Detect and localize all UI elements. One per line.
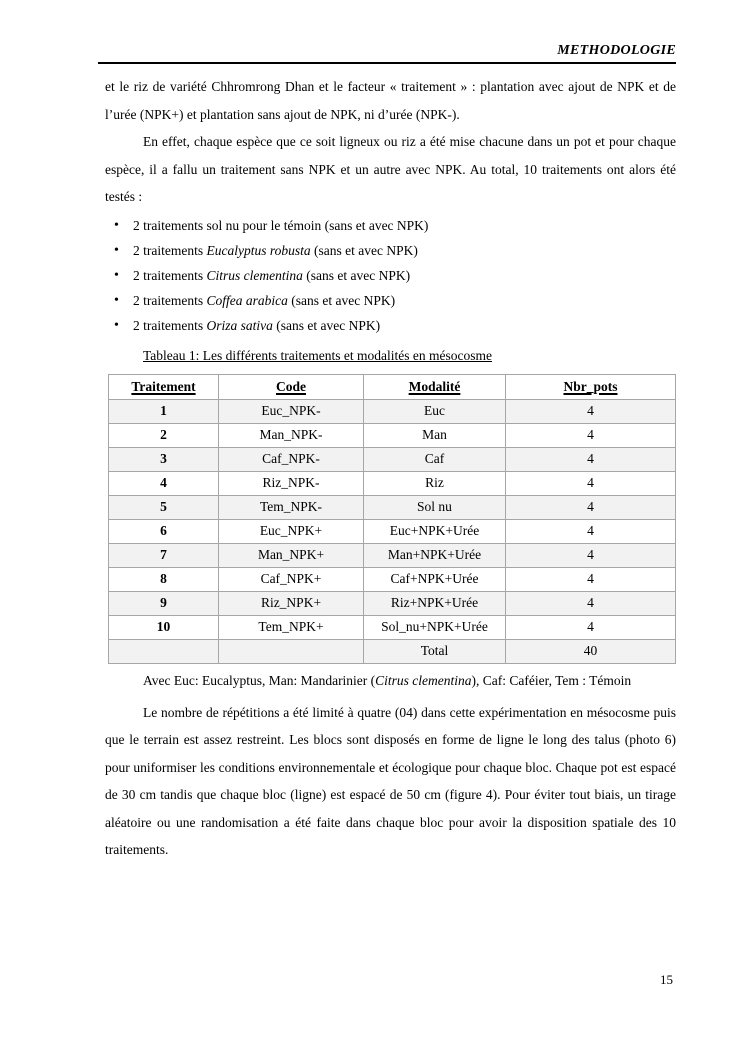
table-header-cell <box>364 374 506 399</box>
table-row <box>109 495 676 519</box>
table-cell: 3 <box>109 447 219 471</box>
table-header-cell <box>219 374 364 399</box>
running-header <box>98 42 676 64</box>
table-cell: Riz+NPK+Urée <box>364 591 506 615</box>
table-cell: 4 <box>506 567 676 591</box>
table-cell: 10 <box>109 615 219 639</box>
text-run: (sans et avec NPK) <box>310 242 418 258</box>
text-run: ), Caf: Caféier, Tem : Témoin <box>471 672 632 688</box>
paragraph-treatments: En effet, chaque espèce que ce soit ligneux ou riz a été mise chacune dans un pot et pour chaque espèce, il a fallu un traitement sans NPK et un autre avec NPK. Au total, 10 traitements ont alors été testés : <box>105 134 676 204</box>
table-cell: Sol nu <box>364 495 506 519</box>
table-cell: 7 <box>109 543 219 567</box>
table-header-label: Nbr_pots <box>563 378 618 394</box>
list-item-citrus <box>105 263 676 288</box>
table-cell: Euc_NPK- <box>219 399 364 423</box>
table-cell: Riz <box>364 471 506 495</box>
table-total-row <box>109 639 676 663</box>
table-cell: 6 <box>109 519 219 543</box>
list-item-sol-nu <box>105 213 676 238</box>
table-cell: 4 <box>506 543 676 567</box>
table-cell: Caf+NPK+Urée <box>364 567 506 591</box>
table-cell: Total <box>364 639 506 663</box>
table-cell: 4 <box>109 471 219 495</box>
table-cell: Caf_NPK- <box>219 447 364 471</box>
table-row <box>109 471 676 495</box>
table-cell: Euc+NPK+Urée <box>364 519 506 543</box>
table-cell <box>109 639 219 663</box>
table-header <box>109 374 676 399</box>
table-cell: 8 <box>109 567 219 591</box>
table-header-label: Modalité <box>408 378 461 394</box>
treatments-table <box>108 374 676 664</box>
species-name: Citrus clementina <box>375 672 472 688</box>
table-cell: Man_NPK- <box>219 423 364 447</box>
table-cell: Man_NPK+ <box>219 543 364 567</box>
text-run: Avec Euc: Eucalyptus, Man: Mandarinier ( <box>143 672 376 688</box>
table-row <box>109 423 676 447</box>
list-item-oriza <box>105 313 676 338</box>
table-cell: 4 <box>506 615 676 639</box>
treatments-list <box>105 213 676 338</box>
table-cell: 4 <box>506 591 676 615</box>
species-name: Coffea arabica <box>206 292 288 308</box>
table-cell: 9 <box>109 591 219 615</box>
paragraph-intro: et le riz de variété Chhromrong Dhan et le facteur « traitement » : plantation avec ajout de NPK et de l’urée (NPK+) et plantation sans ajout de NPK, ni d’urée (NPK-). <box>105 79 676 122</box>
table-cell: 5 <box>109 495 219 519</box>
table-cell: Euc <box>364 399 506 423</box>
text-run: (sans et avec NPK) <box>272 317 381 333</box>
table-cell: 2 <box>109 423 219 447</box>
list-item-eucalyptus <box>105 238 676 263</box>
species-name: Oriza sativa <box>206 317 273 333</box>
table-cell: Man <box>364 423 506 447</box>
table-header-cell <box>506 374 676 399</box>
text-run: 2 traitements <box>133 317 207 333</box>
table-note <box>143 668 676 694</box>
table-cell: Euc_NPK+ <box>219 519 364 543</box>
table-cell: Caf <box>364 447 506 471</box>
list-item-coffea <box>105 288 676 313</box>
text-run: (sans et avec NPK) <box>302 267 411 283</box>
table-row <box>109 447 676 471</box>
treatments-table-body <box>109 399 676 663</box>
table-cell: Riz_NPK- <box>219 471 364 495</box>
table-cell: 4 <box>506 447 676 471</box>
paragraph-repetitions: Le nombre de répétitions a été limité à quatre (04) dans cette expérimentation en mésocosme puis que le terrain est assez restreint. Les blocs sont disposés en forme de ligne le long des talus (photo 6) pour uniformiser les conditions environnementale et écologique pour chaque bloc. Chaque pot est espacé de 30 cm tandis que chaque bloc (ligne) est espacé de 50 cm (figure 4). Pour éviter tout biais, un tirage aléatoire ou une randomisation a été faite dans chaque bloc pour avoir la disposition spatiale des 10 traitements. <box>105 704 676 857</box>
page-number: 15 <box>660 972 673 987</box>
table-caption <box>143 344 676 368</box>
table-cell <box>219 639 364 663</box>
table-cell: 4 <box>506 423 676 447</box>
table-cell: 4 <box>506 471 676 495</box>
table-row <box>109 543 676 567</box>
table-row <box>109 615 676 639</box>
text-run: 2 traitements sol nu pour le témoin (sans et avec NPK) <box>133 217 429 233</box>
table-cell: 4 <box>506 495 676 519</box>
table-cell: Caf_NPK+ <box>219 567 364 591</box>
table-cell: Man+NPK+Urée <box>364 543 506 567</box>
table-cell: 4 <box>506 519 676 543</box>
table-cell: 40 <box>506 639 676 663</box>
text-run: 2 traitements <box>133 267 207 283</box>
table-header-row <box>109 374 676 399</box>
text-run: 2 traitements <box>133 292 207 308</box>
table-cell: 1 <box>109 399 219 423</box>
table-row <box>109 519 676 543</box>
species-name: Eucalyptus robusta <box>206 242 311 258</box>
table-cell: Tem_NPK- <box>219 495 364 519</box>
table-caption-text: Tableau 1: Les différents traitements et modalités en mésocosme <box>143 347 492 363</box>
table-row <box>109 567 676 591</box>
page-content <box>105 42 676 864</box>
text-run: 2 traitements <box>133 242 207 258</box>
table-header-cell <box>109 374 219 399</box>
section-title: METHODOLOGIE <box>557 43 676 58</box>
table-cell: Tem_NPK+ <box>219 615 364 639</box>
table-row <box>109 591 676 615</box>
table-cell: Sol_nu+NPK+Urée <box>364 615 506 639</box>
table-header-label: Traitement <box>131 378 196 394</box>
table-row <box>109 399 676 423</box>
table-header-label: Code <box>276 378 306 394</box>
table-cell: 4 <box>506 399 676 423</box>
table-cell: Riz_NPK+ <box>219 591 364 615</box>
species-name: Citrus clementina <box>206 267 303 283</box>
text-run: (sans et avec NPK) <box>287 292 396 308</box>
